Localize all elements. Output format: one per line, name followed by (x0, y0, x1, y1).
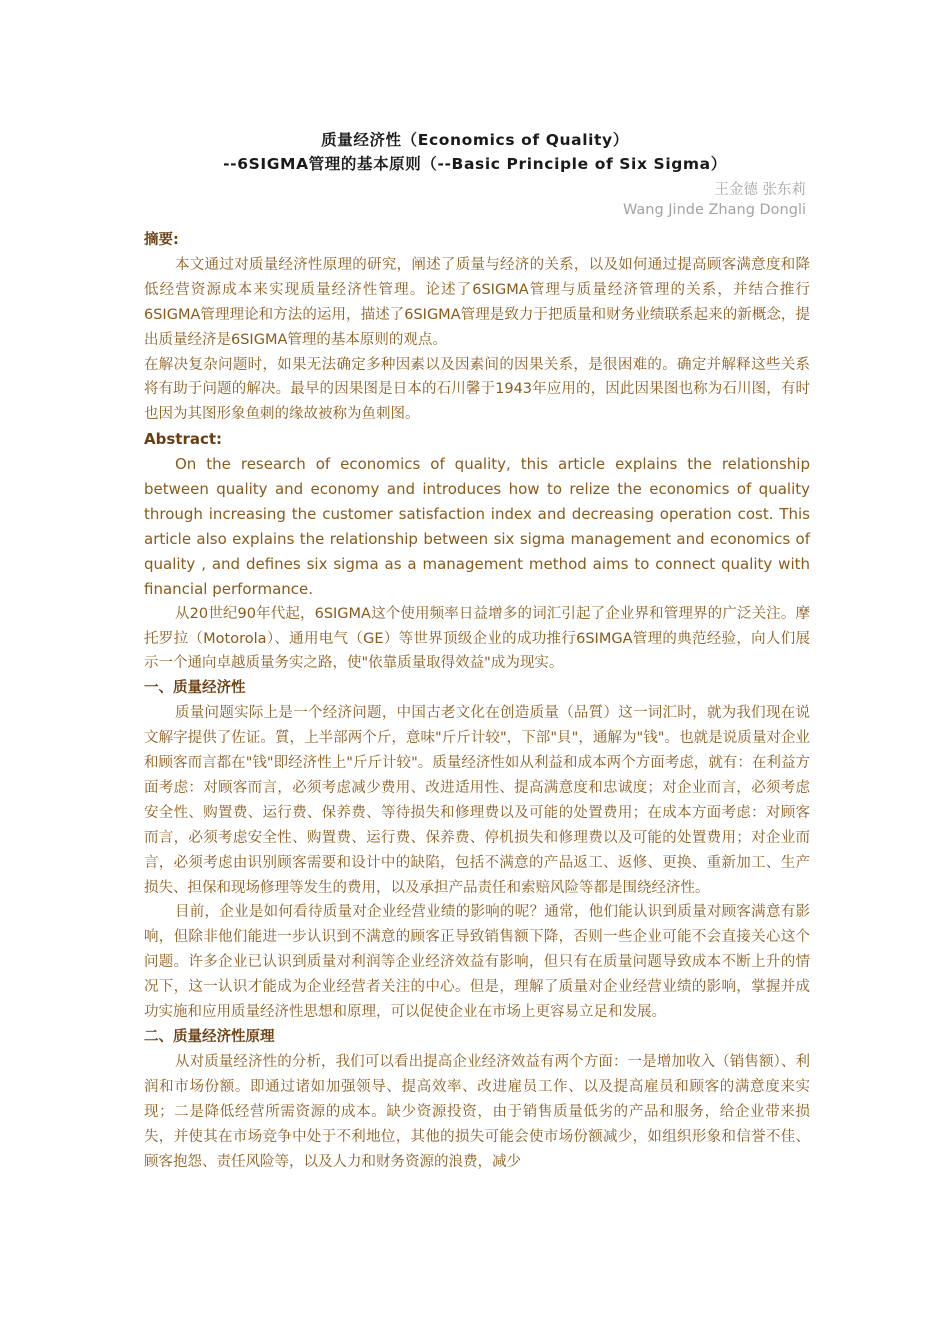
summary-heading: 摘要: (144, 232, 179, 248)
section-2-paragraph-1: 从对质量经济性的分析，我们可以看出提高企业经济效益有两个方面：一是增加收入（销售额）、利润和市场份额。即通过诸如加强领导、提高效率、改进雇员工作、以及提高雇员和顾客的满意度来实现；二是降低经营所需资源的成本。缺少资源投资，由于销售质量低劣的产品和服务，给企业带来损失，并使其在市场竞争中处于不利地位，其他的损失可能会使市场份额减少，如组织形象和信誉不佳、顾客抱怨、责任风险等，以及人力和财务资源的浪费，减少 (144, 1053, 810, 1170)
section-1-paragraph-2: 目前，企业是如何看待质量对企业经营业绩的影响的呢？通常，他们能认识到质量对顾客满意有影响，但除非他们能进一步认识到不满意的顾客正导致销售额下降，否则一些企业可能不会直接关心这个问题。许多企业已认识到质量对利润等企业经济效益有影响，但只有在质量问题导致成本不断上升的情况下，这一认识才能成为企业经营者关注的中心。但是，理解了质量对企业经营业绩的影响，掌握并成功实施和应用质量经济性思想和原理，可以促使企业在市场上更容易立足和发展。 (144, 904, 810, 1021)
title-line-1: 质量经济性（Economics of Quality） (321, 131, 629, 149)
author-english: Wang Jinde Zhang Dongli (622, 202, 806, 218)
section-1-paragraph-1: 质量问题实际上是一个经济问题，中国古老文化在创造质量（品質）这一词汇时，就为我们现在说文解字提供了佐证。質，上半部两个斤，意味"斤斤计较"，下部"貝"，通解为"钱"。也就是说质量对企业和顾客而言都在"钱"即经济性上"斤斤计较"。质量经济性如从利益和成本两个方面考虑，就有：在利益方面考虑：对顾客而言，必须考虑减少费用、改进适用性、提高满意度和忠诚度；对企业而言，必须考虑安全性、购置费、运行费、保养费、等待损失和修理费以及可能的处置费用；在成本方面考虑：对顾客而言，必须考虑安全性、购置费、运行费、保养费、停机损失和修理费以及可能的处置费用；对企业而言，必须考虑由识别顾客需要和设计中的缺陷，包括不满意的产品返工、返修、更换、重新加工、生产损失、担保和现场修理等发生的费用，以及承担产品责任和索赔风险等都是围绕经济性。 (144, 705, 810, 896)
summary-paragraph: 本文通过对质量经济性原理的研究，阐述了质量与经济的关系，以及如何通过提高顾客满意度和降低经营资源成本来实现质量经济性管理。论述了6SIGMA管理与质量经济管理的关系，并结合推行6SIGMA管理理论和方法的运用，描述了6SIGMA管理是致力于把质量和财务业绩联系起来的新概念，提出质量经济是6SIGMA管理的基本原则的观点。 (144, 256, 810, 348)
abstract-paragraph: On the research of economics of quality, this article explains the relationship between quality and economy and introduces how to relize the economics of quality through increasing the customer satisfaction index and decreasing operation cost. This article also explains the relationship between six sigma management and economics of quality , and defines six sigma as a management method aims to connect quality with financial performance. (144, 455, 810, 598)
abstract-heading: Abstract: (144, 430, 223, 449)
summary-paragraph-2: 在解决复杂问题时，如果无法确定多种因素以及因素间的因果关系，是很困难的。确定并解释这些关系将有助于问题的解决。最早的因果图是日本的石川馨于1943年应用的，因此因果图也称为石川图，有时也因为其图形象鱼刺的缘故被称为鱼刺图。 (144, 356, 810, 423)
intro-paragraph: 从20世纪90年代起，6SIGMA这个使用频率日益增多的词汇引起了企业界和管理界的广泛关注。摩托罗拉（Motorola）、通用电气（GE）等世界顶级企业的成功推行6SIMGA管理的典范经验，向人们展示一个通向卓越质量务实之路，使"依靠质量取得效益"成为现实。 (144, 605, 810, 672)
section-2-heading: 二、质量经济性原理 (144, 1029, 275, 1045)
document-body (144, 228, 810, 1174)
title-line-2: --6SIGMA管理的基本原则（--Basic Principle of Six Sigma） (223, 155, 727, 173)
section-1-heading: 一、质量经济性 (144, 680, 246, 697)
author-chinese: 王金德 张东莉 (714, 182, 806, 198)
